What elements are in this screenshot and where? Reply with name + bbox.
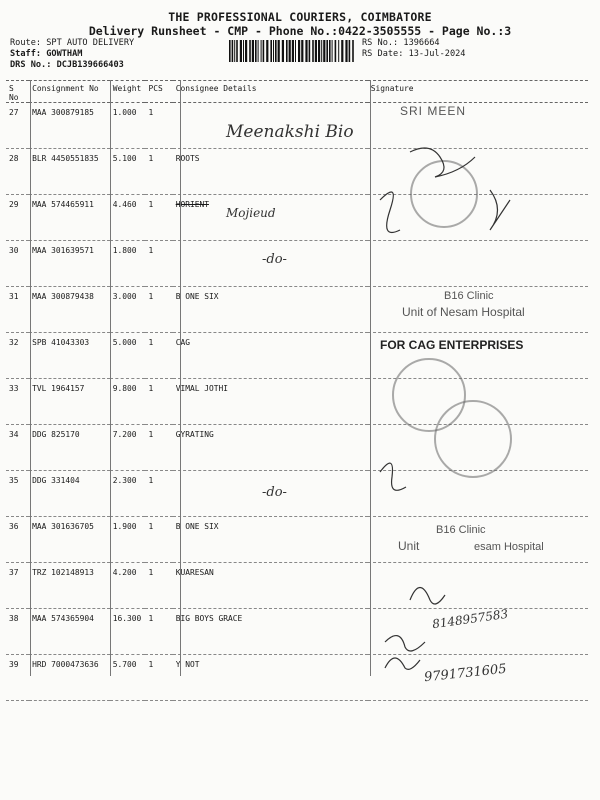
row-consignment: SPB 41043303: [32, 338, 90, 347]
row-consignment: HRD 7000473636: [32, 660, 99, 669]
row-sno: 30: [9, 246, 19, 255]
signature-27: [410, 148, 475, 177]
row-pcs: 1: [148, 246, 154, 255]
row-weight: 1.000: [112, 108, 137, 117]
signature-29b: [490, 190, 510, 230]
row-consignment: DDG 331404: [32, 476, 80, 485]
col-consignment: Consignment No: [32, 84, 99, 93]
row-consignee: B ONE SIX: [175, 292, 219, 301]
row-pcs: 1: [148, 522, 154, 531]
row-consignment: MAA 574365904: [32, 614, 94, 623]
row-weight: 7.200: [112, 430, 137, 439]
row-consignee: VIMAL JOTHI: [175, 384, 228, 393]
handwritten-consignee-27: Meenakshi Bio: [226, 122, 354, 142]
row-sno: 27: [9, 108, 19, 117]
route-label: Route: SPT AUTO DELIVERY: [10, 38, 135, 48]
sri-meen-stamp-text: SRI MEEN: [400, 104, 467, 118]
row-weight: 4.460: [112, 200, 137, 209]
row-weight: 1.800: [112, 246, 137, 255]
row-weight: 5.000: [112, 338, 137, 347]
row-consignment: MAA 300879185: [32, 108, 94, 117]
row-consignee: B ONE SIX: [175, 522, 219, 531]
column-divider: [30, 80, 31, 676]
barcode: [229, 40, 357, 62]
row-sno: 28: [9, 154, 19, 163]
col-weight: Weight: [112, 84, 142, 93]
signature-37: [410, 588, 445, 605]
row-pcs: 1: [148, 476, 154, 485]
signatures: [370, 80, 590, 676]
row-sno: 33: [9, 384, 19, 393]
row-pcs: 1: [148, 568, 154, 577]
row-consignment: DDG 825170: [32, 430, 80, 439]
col-sno: S No: [9, 84, 19, 102]
row-weight: 1.900: [112, 522, 137, 531]
row-sno: 36: [9, 522, 19, 531]
clinic-stamp-2-hospital: esam Hospital: [474, 541, 544, 553]
clinic-stamp-2: B16 Clinic: [436, 524, 486, 536]
row-sno: 32: [9, 338, 19, 347]
row-sno: 29: [9, 200, 19, 209]
row-sno: 38: [9, 614, 19, 623]
row-pcs: 1: [148, 154, 154, 163]
row-weight: 5.700: [112, 660, 137, 669]
clinic-stamp-2-unit: Unit: [398, 539, 420, 553]
rs-date: RS Date: 13-Jul-2024: [362, 49, 466, 59]
column-divider: [180, 80, 181, 676]
row-sno: 39: [9, 660, 19, 669]
row-pcs: 1: [148, 430, 154, 439]
row-weight: 9.800: [112, 384, 137, 393]
row-consignment: MAA 301639571: [32, 246, 94, 255]
signature-29: [380, 192, 400, 233]
row-consignee: CAG: [175, 338, 190, 347]
row-consignee: BIG BOYS GRACE: [175, 614, 243, 623]
row-pcs: 1: [148, 660, 154, 669]
runsheet-title: THE PROFESSIONAL COURIERS, COIMBATORE: [168, 10, 432, 24]
route-info: [10, 38, 134, 71]
handwritten-phone-39: 9791731605: [423, 661, 508, 686]
row-consignee: Y NOT: [175, 660, 200, 669]
row-consignee: HORIENT: [175, 200, 209, 209]
row-consignment: TVL 1964157: [32, 384, 85, 393]
handwritten-consignee-29: Mojieud: [226, 206, 276, 220]
signature-39: [385, 658, 420, 669]
ditto-mark-30: -do-: [262, 252, 287, 267]
row-weight: 5.100: [112, 154, 137, 163]
drs-number: DRS No.: DCJB139666403: [10, 60, 124, 70]
row-pcs: 1: [148, 614, 154, 623]
row-weight: 4.200: [112, 568, 137, 577]
ditto-mark-35: -do-: [262, 485, 287, 500]
clinic-stamp-1-hospital: Unit of Nesam Hospital: [402, 305, 525, 319]
signature-35: [380, 463, 406, 490]
runsheet-subtitle: Delivery Runsheet - CMP - Phone No.:0422-3505555 - Page No.:3: [88, 24, 512, 38]
col-consignee: Consignee Details: [175, 84, 257, 93]
row-pcs: 1: [148, 384, 154, 393]
col-pcs: PCS: [148, 84, 163, 93]
row-weight: 2.300: [112, 476, 137, 485]
signature-38: [385, 636, 425, 651]
row-consignment: BLR 4450551835: [32, 154, 99, 163]
runsheet-info: [362, 38, 465, 60]
row-consignee: GYRATING: [175, 430, 214, 439]
row-consignment: MAA 574465911: [32, 200, 94, 209]
column-divider: [110, 80, 111, 676]
row-sno: 37: [9, 568, 19, 577]
row-pcs: 1: [148, 200, 154, 209]
row-consignee: ROOTS: [175, 154, 200, 163]
row-sno: 31: [9, 292, 19, 301]
row-consignee: KUARESAN: [175, 568, 214, 577]
row-weight: 3.000: [112, 292, 137, 301]
cag-enterprises-stamp: FOR CAG ENTERPRISES: [380, 338, 524, 352]
row-consignment: TRZ 102148913: [32, 568, 94, 577]
row-sno: 34: [9, 430, 19, 439]
row-consignment: MAA 301636705: [32, 522, 94, 531]
handwritten-phone-38: 8148957583: [431, 606, 509, 632]
clinic-stamp-1: B16 Clinic: [444, 290, 494, 302]
col-signature: Signature: [370, 84, 414, 93]
row-pcs: 1: [148, 292, 154, 301]
row-weight: 16.300: [112, 614, 142, 623]
staff-label: Staff: GOWTHAM: [10, 49, 83, 59]
row-sno: 35: [9, 476, 19, 485]
row-pcs: 1: [148, 338, 154, 347]
rs-number: RS No.: 1396664: [362, 38, 440, 48]
row-pcs: 1: [148, 108, 154, 117]
row-consignment: MAA 300879438: [32, 292, 94, 301]
